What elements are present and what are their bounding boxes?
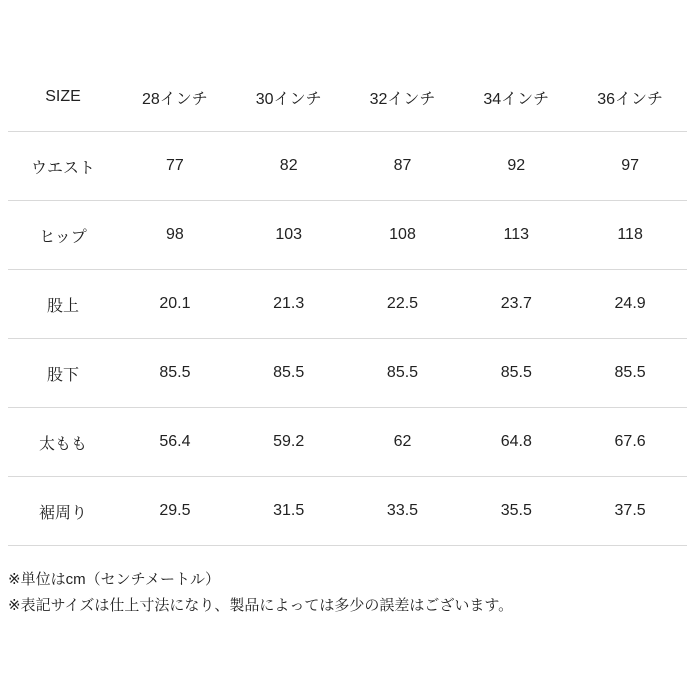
measurement-cell: 85.5	[459, 339, 573, 408]
measurement-cell: 113	[459, 201, 573, 270]
row-label: ウエスト	[8, 132, 118, 201]
row-label: 股上	[8, 270, 118, 339]
table-row	[8, 477, 687, 546]
measurement-cell: 85.5	[346, 339, 460, 408]
measurement-cell: 92	[459, 132, 573, 201]
measurement-cell: 56.4	[118, 408, 232, 477]
measurement-cell: 82	[232, 132, 346, 201]
measurement-cell: 24.9	[573, 270, 687, 339]
size-table-header-row	[8, 63, 687, 132]
column-header-size-1: 28インチ	[118, 63, 232, 132]
column-header-size-2: 30インチ	[232, 63, 346, 132]
column-header-size-5: 36インチ	[573, 63, 687, 132]
measurement-cell: 22.5	[346, 270, 460, 339]
column-header-size-4: 34インチ	[459, 63, 573, 132]
measurement-cell: 59.2	[232, 408, 346, 477]
table-row	[8, 408, 687, 477]
measurement-cell: 20.1	[118, 270, 232, 339]
row-label: 裾周り	[8, 477, 118, 546]
size-table-head	[8, 63, 687, 132]
measurement-cell: 67.6	[573, 408, 687, 477]
table-row	[8, 132, 687, 201]
measurement-cell: 85.5	[573, 339, 687, 408]
measurement-cell: 87	[346, 132, 460, 201]
measurement-cell: 77	[118, 132, 232, 201]
row-label: 太もも	[8, 408, 118, 477]
footnotes	[8, 567, 688, 619]
measurement-cell: 62	[346, 408, 460, 477]
measurement-cell: 85.5	[232, 339, 346, 408]
measurement-cell: 31.5	[232, 477, 346, 546]
measurement-cell: 29.5	[118, 477, 232, 546]
measurement-cell: 98	[118, 201, 232, 270]
measurement-cell: 103	[232, 201, 346, 270]
measurement-cell: 85.5	[118, 339, 232, 408]
table-row	[8, 270, 687, 339]
size-chart-table	[8, 63, 687, 546]
measurement-cell: 35.5	[459, 477, 573, 546]
row-label: 股下	[8, 339, 118, 408]
measurement-cell: 97	[573, 132, 687, 201]
row-label: ヒップ	[8, 201, 118, 270]
table-row	[8, 201, 687, 270]
measurement-cell: 118	[573, 201, 687, 270]
note-disclaimer: ※表記サイズは仕上寸法になり、製品によっては多少の誤差はございます。	[8, 597, 514, 614]
table-row	[8, 339, 687, 408]
measurement-cell: 21.3	[232, 270, 346, 339]
note-unit: ※単位はcm（センチメートル）	[8, 571, 220, 588]
measurement-cell: 37.5	[573, 477, 687, 546]
measurement-cell: 23.7	[459, 270, 573, 339]
measurement-cell: 33.5	[346, 477, 460, 546]
corner-header-size: SIZE	[8, 63, 118, 132]
measurement-cell: 64.8	[459, 408, 573, 477]
measurement-cell: 108	[346, 201, 460, 270]
size-table-body	[8, 132, 687, 546]
column-header-size-3: 32インチ	[346, 63, 460, 132]
